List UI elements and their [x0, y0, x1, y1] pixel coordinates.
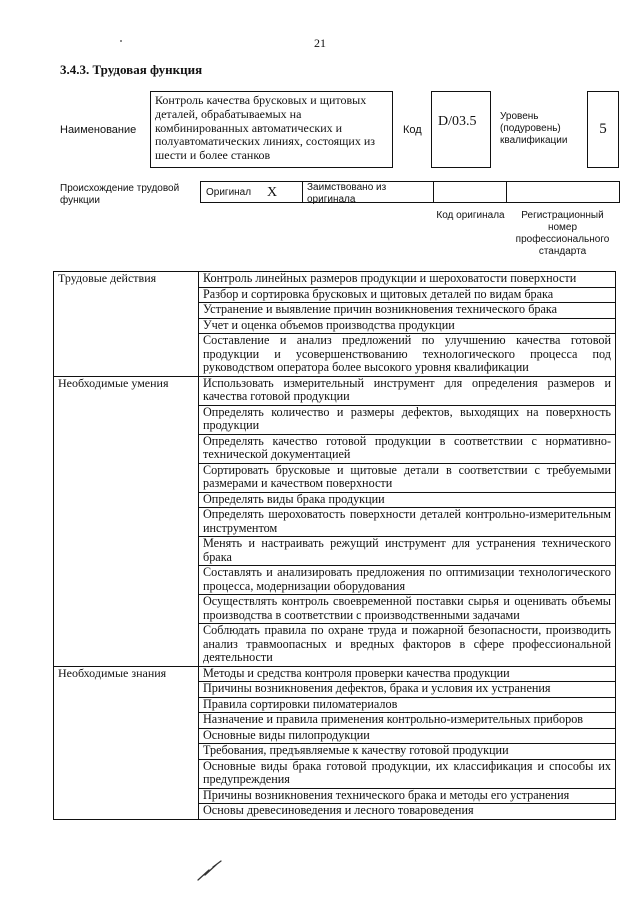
list-item: Использовать измерительный инструмент для определения размеров и качества готовой продукции	[199, 376, 616, 405]
list-item: Сортировать брусковые и щитовые детали в соответствии с требуемыми размерами и качеством поверхности	[199, 463, 616, 492]
list-item: Причины возникновения технического брака и методы его устранения	[199, 788, 616, 804]
origin-label: Происхождение трудовой функции	[60, 183, 180, 206]
section-title: 3.4.3. Трудовая функция	[60, 62, 203, 77]
reg-number-caption: Регистрационный номер профессионального стандарта	[515, 210, 610, 257]
table-row	[54, 376, 616, 405]
list-item: Осуществлять контроль своевременной поставки сырья и оценивать объемы производства в соответствии с производственными задачами	[199, 595, 616, 624]
section-title-knowledge: Необходимые знания	[54, 666, 199, 819]
reg-number-cell	[507, 182, 619, 202]
list-item: Требования, предъявляемые к качеству готовой продукции	[199, 744, 616, 760]
list-item: Устранение и выявление причин возникновения технического брака	[199, 303, 616, 319]
list-item: Составлять и анализировать предложения по оптимизации технологического процесса, модернизации оборудования	[199, 566, 616, 595]
code-original-caption: Код оригинала	[436, 210, 505, 221]
table-row	[54, 272, 616, 288]
list-item: Определять виды брака продукции	[199, 492, 616, 508]
list-item: Контроль линейных размеров продукции и шероховатости поверхности	[199, 272, 616, 288]
level-label: Уровень (подуровень) квалификации	[500, 111, 568, 146]
origin-table	[200, 181, 620, 203]
original-cell	[201, 182, 303, 202]
function-details-table	[53, 271, 616, 820]
table-row	[54, 666, 616, 682]
original-label: Оригинал	[206, 187, 252, 198]
pen-mark-icon	[195, 858, 225, 884]
section-title-actions: Трудовые действия	[54, 272, 199, 377]
function-name-box: Контроль качества брусковых и щитовых деталей, обрабатываемых на комбинированных автоматических и полуавтоматических линиях, состоящих из шести и более станков	[150, 91, 393, 168]
code-label: Код	[403, 124, 422, 136]
page-number: 21	[314, 36, 326, 50]
name-label: Наименование	[60, 124, 137, 136]
code-value-box: D/03.5	[431, 91, 491, 168]
list-item: Правила сортировки пиломатериалов	[199, 697, 616, 713]
list-item: Разбор и сортировка брусковых и щитовых деталей по видам брака	[199, 287, 616, 303]
list-item: Соблюдать правила по охране труда и пожарной безопасности, производить анализ травмоопасных и вредных факторов в сфере профессиональной деятельности	[199, 624, 616, 667]
list-item: Учет и оценка объемов производства продукции	[199, 318, 616, 334]
list-item: Основы древесиноведения и лесного товароведения	[199, 804, 616, 820]
list-item: Составление и анализ предложений по улучшению качества готовой продукции и усовершенствованию технологического процесса под руководством оператора более высокого уровня квалификации	[199, 334, 616, 377]
borrowed-label: Заимствовано из оригинала	[307, 182, 387, 205]
code-original-cell	[434, 182, 507, 202]
section-title-skills: Необходимые умения	[54, 376, 199, 666]
level-value-box: 5	[587, 91, 619, 168]
original-mark: X	[267, 185, 278, 200]
list-item: Определять количество и размеры дефектов, выходящих на поверхность продукции	[199, 405, 616, 434]
list-item: Определять шероховатость поверхности деталей контрольно-измерительным инструментом	[199, 508, 616, 537]
list-item: Основные виды пилопродукции	[199, 728, 616, 744]
list-item: Назначение и правила применения контрольно-измерительных приборов	[199, 713, 616, 729]
borrowed-cell	[303, 182, 434, 205]
list-item: Причины возникновения дефектов, брака и условия их устранения	[199, 682, 616, 698]
list-item: Менять и настраивать режущий инструмент для устранения технического брака	[199, 537, 616, 566]
list-item: Методы и средства контроля проверки качества продукции	[199, 666, 616, 682]
list-item: Определять качество готовой продукции в соответствии с нормативно-технической документацией	[199, 434, 616, 463]
list-item: Основные виды брака готовой продукции, их классификация и способы их предупреждения	[199, 759, 616, 788]
